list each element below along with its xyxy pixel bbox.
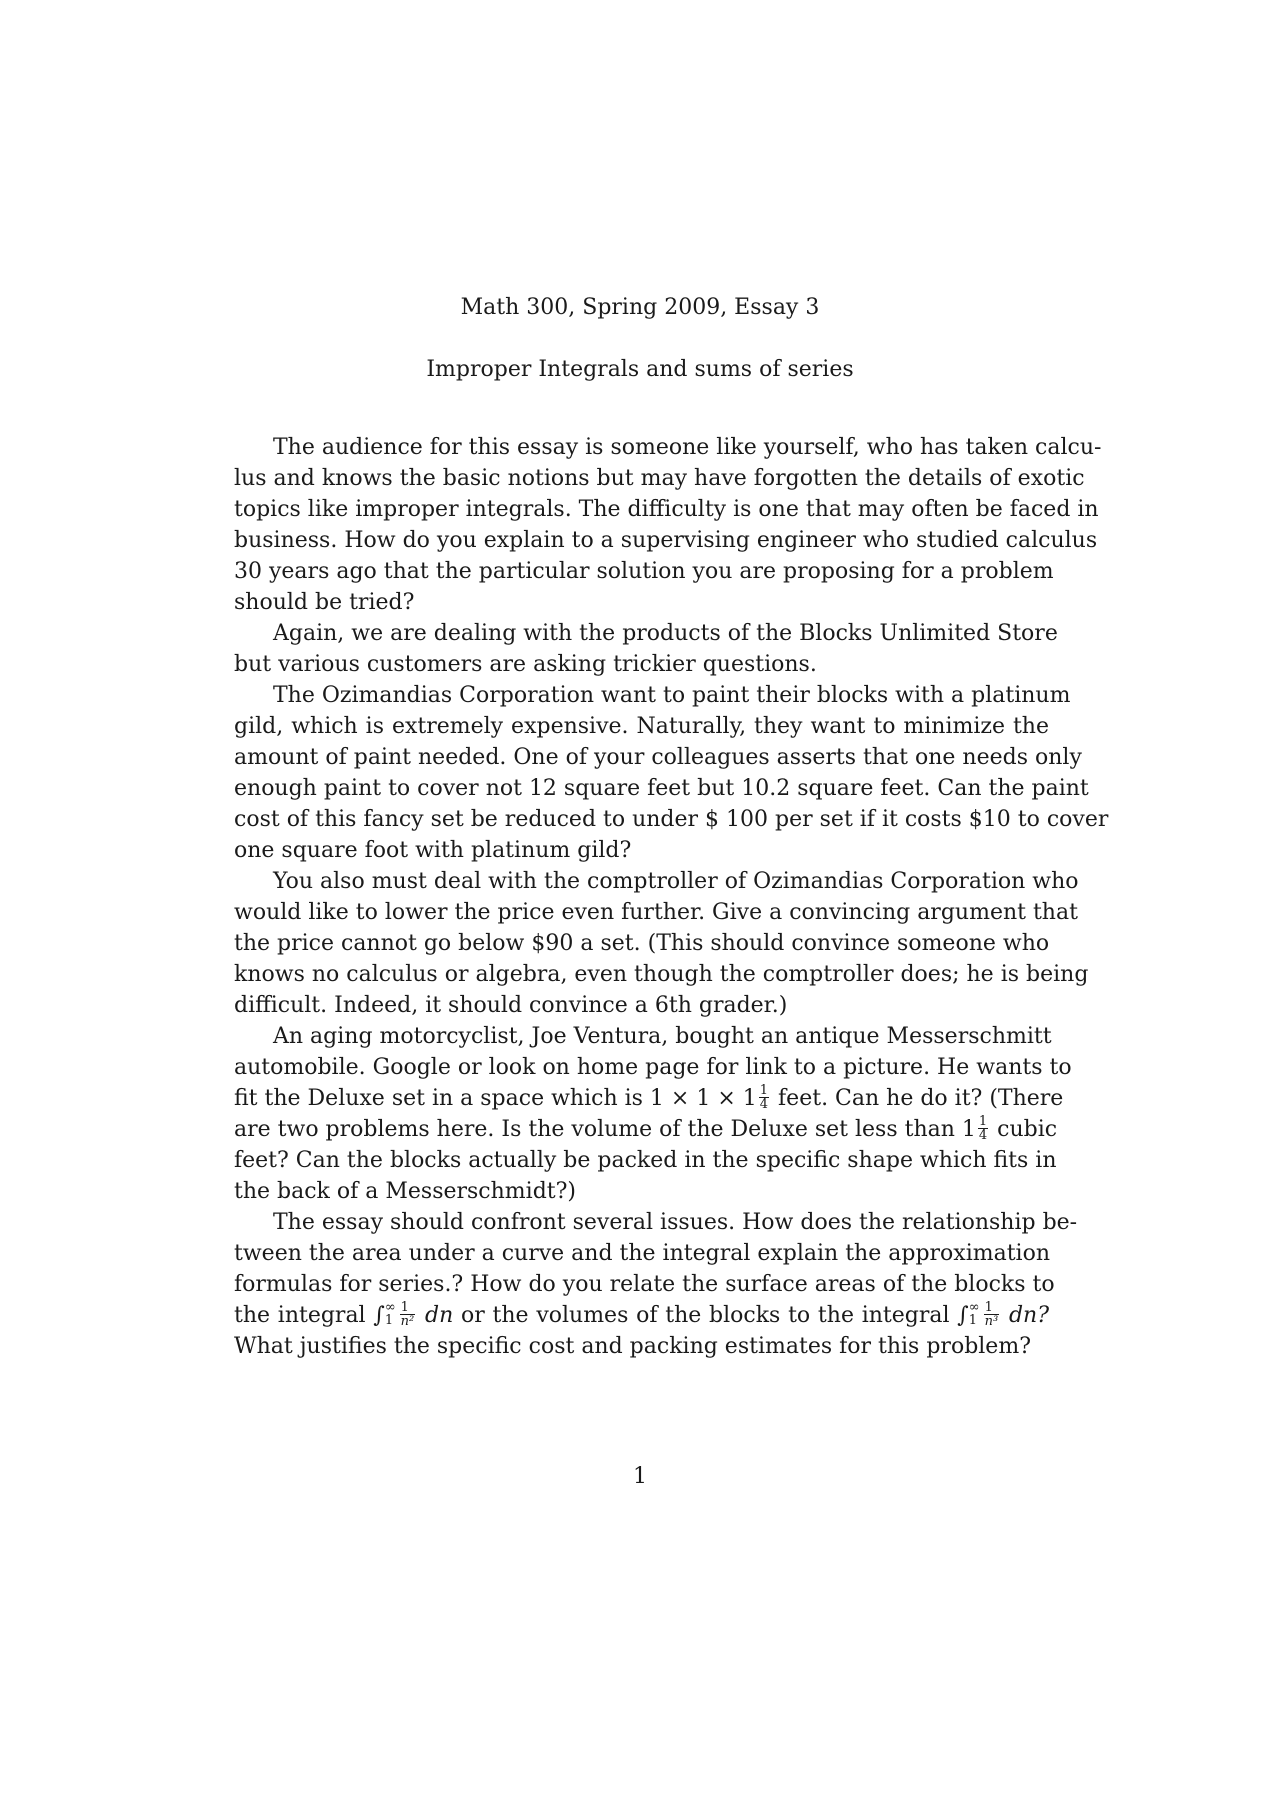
paragraph-6-line-4-start: the integral (234, 1303, 374, 1328)
upper-limit: ∞ (384, 1300, 396, 1315)
fraction-denominator: 4 (759, 1096, 769, 1112)
paragraph-5-line-1: An aging motorcyclist, Joe Ventura, bought an antique Messerschmitt (273, 1024, 1052, 1049)
paragraph-1-line-5: 30 years ago that the particular solution you are proposing for a problem (234, 559, 1054, 584)
differential: dn? (1008, 1303, 1049, 1328)
fraction-numerator: 1 (400, 1301, 416, 1315)
paragraph-2-line-2: but various customers are asking trickier questions. (234, 652, 817, 677)
paragraph-5-line-4-end: cubic (990, 1117, 1058, 1142)
paragraph-2-line-1: Again, we are dealing with the products of the Blocks Unlimited Store (273, 621, 1058, 646)
paragraph-1-line-2: lus and knows the basic notions but may have forgotten the details of exotic (234, 466, 1085, 491)
fraction-numerator: 1 (978, 1113, 988, 1129)
paragraph-1-line-1: The audience for this essay is someone like yourself, who has taken calcu- (273, 435, 1102, 460)
paragraph-3-line-4: enough paint to cover not 12 square feet but 10.2 square feet. Can the paint (234, 776, 1089, 801)
paragraph-4-line-1: You also must deal with the comptroller of Ozimandias Corporation who (273, 869, 1079, 894)
integral-sign: ∫ (957, 1303, 969, 1328)
fraction-numerator: 1 (759, 1082, 769, 1098)
document-title: Math 300, Spring 2009, Essay 3 (460, 295, 820, 320)
paragraph-1-line-6: should be tried? (234, 590, 415, 615)
one-over-n-cubed-fraction (984, 1301, 1000, 1328)
paragraph-5-line-2: automobile. Google or look on home page for link to a picture. He wants to (234, 1055, 1072, 1080)
paragraph-3-line-6: one square foot with platinum gild? (234, 838, 632, 863)
paragraph-6-line-4-middle: or the volumes of the blocks to the integral (453, 1303, 958, 1328)
upper-limit: ∞ (968, 1300, 980, 1315)
integral-sign: ∫ (373, 1303, 385, 1328)
paragraph-3-line-2: gild, which is extremely expensive. Naturally, they want to minimize the (234, 714, 1049, 739)
paragraph-3-line-1: The Ozimandias Corporation want to paint their blocks with a platinum (273, 683, 1071, 708)
paragraph-5-line-4-start: are two problems here. Is the volume of the Deluxe set less than 1 (234, 1117, 976, 1142)
paragraph-1-line-3: topics like improper integrals. The difficulty is one that may often be faced in (234, 497, 1099, 522)
paragraph-4-line-2: would like to lower the price even further. Give a convincing argument that (234, 900, 1078, 925)
paragraph-5-line-3-end: feet. Can he do it? (There (771, 1086, 1064, 1111)
paragraph-6-line-3: formulas for series.? How do you relate the surface areas of the blocks to (234, 1272, 1055, 1297)
paragraph-5-line-4 (234, 1113, 1058, 1145)
fraction-denominator: n² (400, 1313, 415, 1329)
fraction-numerator: 1 (984, 1301, 1000, 1315)
lower-limit: 1 (968, 1313, 978, 1328)
paragraph-5-line-3 (234, 1082, 1064, 1114)
lower-limit: 1 (384, 1313, 394, 1328)
paragraph-5-line-3-start: fit the Deluxe set in a space which is 1 × 1 × 1 (234, 1086, 757, 1111)
paragraph-5-line-6: the back of a Messerschmidt?) (234, 1179, 576, 1204)
differential: dn (425, 1303, 454, 1328)
one-quarter-fraction (759, 1084, 769, 1111)
paragraph-6-line-4 (234, 1301, 1049, 1331)
paragraph-3-line-5: cost of this fancy set be reduced to under $ 100 per set if it costs $10 to cover (234, 807, 1109, 832)
fraction-denominator: n³ (984, 1313, 999, 1329)
paragraph-6-line-5: What justifies the specific cost and packing estimates for this problem? (234, 1334, 1031, 1359)
integral-limits (385, 1301, 396, 1327)
one-over-n-squared-fraction (400, 1301, 416, 1328)
paragraph-6-line-2: tween the area under a curve and the integral explain the approximation (234, 1241, 1050, 1266)
paragraph-6-line-1: The essay should confront several issues. How does the relationship be- (273, 1210, 1078, 1235)
one-quarter-fraction (978, 1115, 988, 1142)
paragraph-4-line-4: knows no calculus or algebra, even though the comptroller does; he is being (234, 962, 1089, 987)
paragraph-4-line-3: the price cannot go below $90 a set. (This should convince someone who (234, 931, 1050, 956)
document-subtitle: Improper Integrals and sums of series (426, 357, 854, 382)
fraction-denominator: 4 (978, 1127, 988, 1143)
paragraph-1-line-4: business. How do you explain to a supervising engineer who studied calculus (234, 528, 1098, 553)
paragraph-3-line-3: amount of paint needed. One of your colleagues asserts that one needs only (234, 745, 1082, 770)
paragraph-4-line-5: difficult. Indeed, it should convince a 6th grader.) (234, 993, 788, 1018)
page-number: 1 (633, 1464, 647, 1489)
integral-limits (969, 1301, 980, 1327)
paragraph-5-line-5: feet? Can the blocks actually be packed in the specific shape which fits in (234, 1148, 1057, 1173)
